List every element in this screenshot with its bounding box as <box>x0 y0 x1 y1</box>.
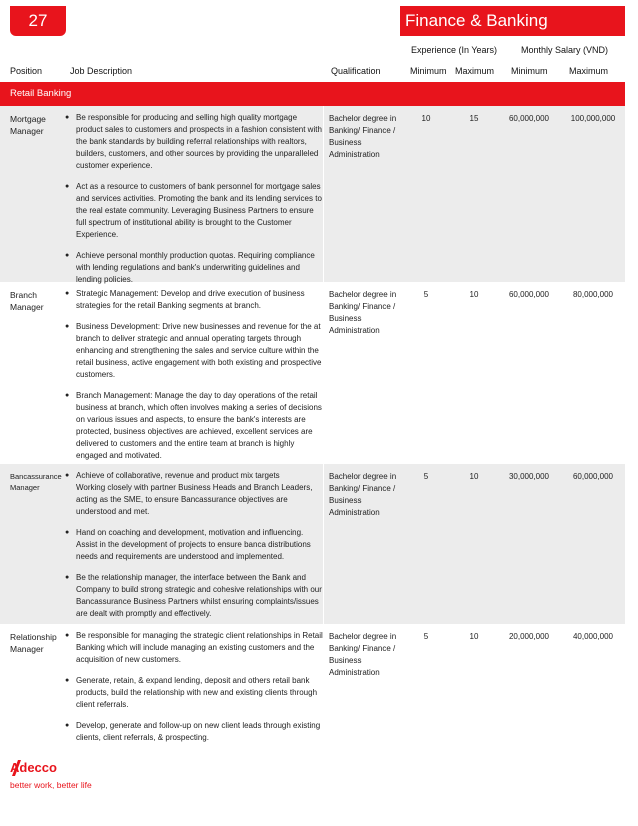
description-bullet: ● Generate, retain, & expand lending, deposit and others retail bank products, build the relationship with new and existing clients through client referrals. <box>65 675 323 711</box>
page-title: Finance & Banking <box>400 6 625 36</box>
position-cell: Branch Manager <box>10 290 44 312</box>
col-header-exp-min: Minimum <box>410 66 447 76</box>
qualification-cell: Bachelor degree in Banking/ Finance / Business Administration <box>329 632 397 677</box>
description-bullet: ● Act as a resource to customers of bank personnel for mortgage sales and services activities. Promoting the bank and its lending services to the real estate community. Leveraging Business Partners to ensure full spectrum of institutional ability is brought to the Customer Experience. <box>65 181 323 241</box>
job-description-cell <box>65 112 323 295</box>
col-header-sal-min: Minimum <box>511 66 548 76</box>
salary-min-cell: 60,000,000 <box>508 114 550 123</box>
exp-min-cell: 10 <box>421 114 431 123</box>
col-header-qualification: Qualification <box>331 66 381 76</box>
description-bullet: ● Be the relationship manager, the interface between the Bank and Company to build strong strategic and cohesive relationships with our Bancassurance Business Partners whilst ensuring complaints/issues are dealt with promptly and effectively. <box>65 572 323 620</box>
experience-group-header: Experience (In Years) <box>411 45 498 55</box>
col-header-exp-max: Maximum <box>455 66 495 76</box>
exp-max-cell: 10 <box>469 472 479 481</box>
salary-max-cell: 100,000,000 <box>570 114 616 123</box>
col-header-position: Position <box>10 66 43 76</box>
salary-min-cell: 60,000,000 <box>508 290 550 299</box>
description-continuation: Working closely with partner Business Heads and Branch Leaders, acting as the SME, to ensure Bancassurance objectives are understood and met. <box>76 483 313 516</box>
page-number: 27 <box>10 6 66 36</box>
description-bullet: ● Develop, generate and follow-up on new client leads through existing clients, client referrals, & prospecting. <box>65 720 323 744</box>
position-cell: Relationship Manager <box>10 632 57 654</box>
qualification-cell: Bachelor degree in Banking/ Finance / Business Administration <box>329 472 397 517</box>
exp-max-cell: 10 <box>469 290 479 299</box>
description-bullet: ● Be responsible for producing and selling high quality mortgage product sales to customers and prospects in a fashion consistent with the bank standards by building referral relationships with realtors, builders, customers, and other sources by providing the unparalleled customer experience. <box>65 112 323 172</box>
description-bullet: ● Branch Management: Manage the day to day operations of the retail business at branch, which often involves making a series of decisions on various issues and aspects, to ensure the bank's interests are protected, business objectives are achieved, excellent services are delivered to customers and the entire team at branch is highly engaged and motivated. <box>65 390 323 462</box>
position-cell: Mortgage Manager <box>10 114 46 136</box>
salary-min-cell: 30,000,000 <box>508 472 550 481</box>
salary-max-cell: 60,000,000 <box>572 472 614 481</box>
exp-min-cell: 5 <box>423 472 429 481</box>
salary-max-cell: 40,000,000 <box>572 632 614 641</box>
qualification-cell: Bachelor degree in Banking/ Finance / Business Administration <box>329 290 397 335</box>
logo-text: Adecco <box>10 760 57 775</box>
table-row <box>0 106 625 282</box>
position-cell: Bancassurance Manager <box>10 472 62 492</box>
salary-group-header: Monthly Salary (VND) <box>521 45 609 55</box>
exp-max-cell: 15 <box>469 114 479 123</box>
description-bullet: ● Achieve of collaborative, revenue and product mix targets <box>65 470 323 482</box>
exp-min-cell: 5 <box>423 290 429 299</box>
description-bullet: ● Hand on coaching and development, motivation and influencing. Assist in the development of projects to ensure banca distributions needs and requirements are understood and implemented. <box>65 527 323 563</box>
job-description-cell <box>65 288 323 471</box>
job-description-cell <box>65 470 323 629</box>
job-description-cell <box>65 630 323 753</box>
qualification-cell: Bachelor degree in Banking/ Finance / Business Administration <box>329 114 397 159</box>
table-row <box>0 282 625 460</box>
description-bullet: ● Achieve personal monthly production quotas. Requiring compliance with lending regulations and bank's underwriting guidelines and lending policies. <box>65 250 323 286</box>
salary-min-cell: 20,000,000 <box>508 632 550 641</box>
description-bullet: ● Be responsible for managing the strategic client relationships in Retail Banking which will include managing an existing customers and the acquisition of new customers. <box>65 630 323 666</box>
tagline: better work, better life <box>10 780 92 790</box>
table-row <box>0 464 625 624</box>
col-header-sal-max: Maximum <box>569 66 609 76</box>
exp-max-cell: 10 <box>469 632 479 641</box>
col-header-job-description: Job Description <box>70 66 133 76</box>
salary-max-cell: 80,000,000 <box>572 290 614 299</box>
exp-min-cell: 5 <box>423 632 429 641</box>
section-retail-banking: Retail Banking <box>0 82 625 106</box>
description-bullet: ● Strategic Management: Develop and drive execution of business strategies for the retail Banking segments at branch. <box>65 288 323 312</box>
table-row <box>0 624 625 748</box>
description-bullet: ● Business Development: Drive new businesses and revenue for the at branch to deliver strategic and annual operating targets through enhancing and strengthening the sales and service culture within the retail business, active engagement with both existing and prospective customers. <box>65 321 323 381</box>
